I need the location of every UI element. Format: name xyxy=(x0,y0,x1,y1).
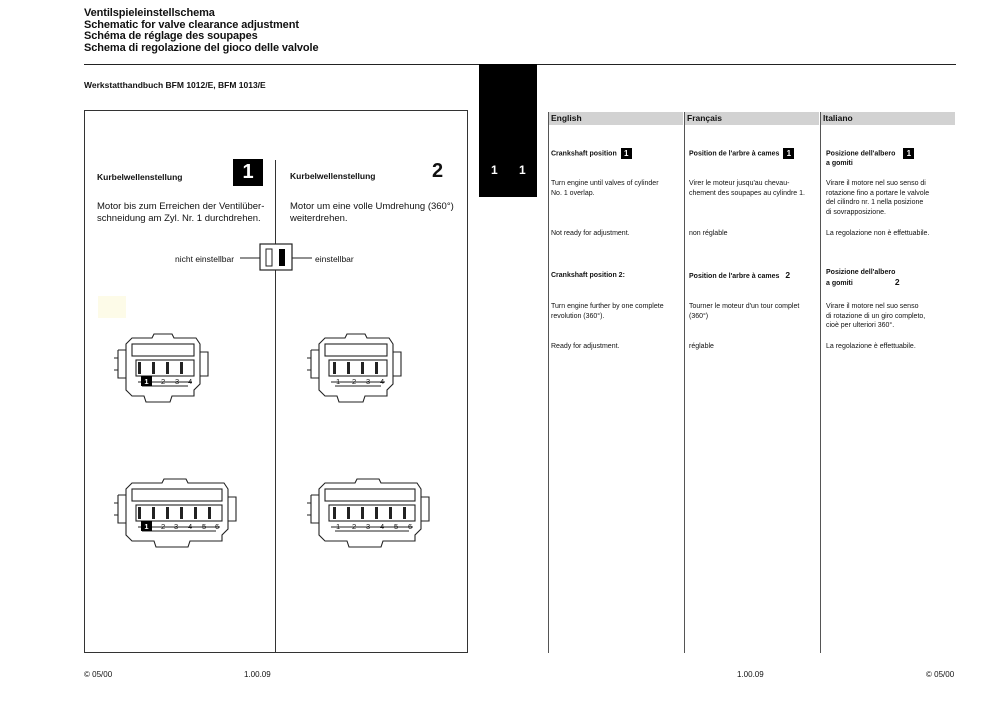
right-instructions xyxy=(290,201,454,225)
cyl-label: 2 xyxy=(161,377,166,386)
it-pos1-title xyxy=(826,148,914,169)
valve-legend-icon xyxy=(240,242,312,272)
en-pos1-status: Not ready for adjustment. xyxy=(551,230,630,237)
faint-mark xyxy=(98,296,126,318)
en-pos1-badge: 1 xyxy=(621,148,632,159)
footer-copyright-right: © 05/00 xyxy=(926,670,955,679)
cyl-label: 5 xyxy=(394,522,399,531)
it-pos1-line1: Virare il motore nel suo senso di xyxy=(826,180,926,187)
it-pos2-line3: cioè per ulteriori 360°. xyxy=(826,322,895,329)
en-pos1-line1: Turn engine until valves of cylinder xyxy=(551,180,659,187)
it-pos1-title-line2: a gomiti xyxy=(826,160,853,167)
en-pos1-title xyxy=(551,148,632,159)
fr-pos2-text xyxy=(689,302,799,321)
column-rule xyxy=(548,112,549,653)
left-instructions xyxy=(97,201,264,225)
fr-pos1-line2: chement des soupapes au cylindre 1. xyxy=(689,189,805,197)
engine-6cyl-position2 xyxy=(305,475,433,555)
left-text-line1: Motor bis zum Erreichen der Ventilüber- xyxy=(97,201,265,212)
left-heading: Kurbelwellenstellung xyxy=(97,172,183,182)
title-fr: Schéma de réglage des soupapes xyxy=(84,30,258,42)
column-head-italian: Italiano xyxy=(821,112,955,125)
cyl-label: 1 xyxy=(144,377,149,386)
en-pos1-line2: No. 1 overlap. xyxy=(551,189,595,197)
section-tab-left: 1 xyxy=(491,163,498,177)
it-pos1-line3: del cilindro nr. 1 nella posizione xyxy=(826,199,924,206)
cyl-label: 3 xyxy=(366,377,371,386)
cyl-label: 4 xyxy=(380,522,385,531)
it-pos2-num: 2 xyxy=(894,276,900,287)
fr-pos1-title-text: Position de l'arbre à cames xyxy=(689,150,780,158)
engine-4cyl-position2 xyxy=(305,330,405,410)
it-pos2-status: La regolazione è effettuabile. xyxy=(826,343,916,350)
cyl-label: 3 xyxy=(175,377,180,386)
it-pos2-text xyxy=(826,302,925,331)
column-head-english: English xyxy=(549,112,683,125)
it-pos2-line1: Virare il motore nel suo senso xyxy=(826,303,919,310)
en-pos2-line1: Turn engine further by one complete xyxy=(551,303,664,310)
it-pos2-title-line2: a gomiti xyxy=(826,279,853,287)
right-text-line1: Motor um eine volle Umdrehung (360°) xyxy=(290,201,454,212)
cyl-label: 1 xyxy=(336,522,341,531)
cyl-label: 3 xyxy=(174,522,179,531)
title-en: Schematic for valve clearance adjustment xyxy=(84,18,299,31)
position-2-number: 2 xyxy=(432,160,444,182)
engine-6cyl-position1 xyxy=(112,475,240,555)
right-text-line2: weiterdrehen. xyxy=(290,213,348,224)
it-pos1-line4: di sovrapposizione. xyxy=(826,208,886,216)
column-rule xyxy=(820,112,821,653)
fr-pos2-status: réglable xyxy=(689,343,714,350)
fr-pos2-line2: (360°) xyxy=(689,312,709,320)
fr-pos1-status: non réglable xyxy=(689,230,728,237)
it-pos1-line2: rotazione fino a portare le valvole xyxy=(826,189,930,197)
it-pos1-text xyxy=(826,179,929,217)
cyl-label: 3 xyxy=(366,522,371,531)
diagram-divider xyxy=(275,160,276,652)
footer-copyright-left: © 05/00 xyxy=(84,670,113,679)
fr-pos2-title xyxy=(689,271,790,282)
column-rule xyxy=(684,112,685,653)
legend-not-adjustable: nicht einstellbar xyxy=(175,254,235,264)
en-pos2-text xyxy=(551,302,664,321)
en-pos2-line2: revolution (360°). xyxy=(551,312,605,320)
fr-pos2-line1: Tourner le moteur d'un tour complet xyxy=(689,303,800,310)
fr-pos1-badge: 1 xyxy=(783,148,794,159)
footer-page-right: 1.00.09 xyxy=(737,670,764,679)
it-pos2-title xyxy=(826,268,900,288)
title-it: Schema di regolazione del gioco delle valvole xyxy=(84,41,319,54)
en-pos1-text xyxy=(551,179,659,198)
title-de: Ventilspieleinstellschema xyxy=(84,7,215,19)
manual-subtitle: Werkstatthandbuch BFM 1012/E, BFM 1013/E xyxy=(84,80,266,90)
cyl-label: 2 xyxy=(352,377,357,386)
it-pos2-line2: di rotazione di un giro completo, xyxy=(826,312,926,320)
footer-page-left: 1.00.09 xyxy=(244,670,271,679)
cyl-label: 6 xyxy=(408,522,413,531)
left-text-line2: schneidung am Zyl. Nr. 1 durchdrehen. xyxy=(97,213,261,224)
it-pos2-title-line1: Posizione dell'albero xyxy=(826,269,896,276)
cyl-label: 2 xyxy=(352,522,357,531)
cyl-label: 2 xyxy=(161,522,166,531)
it-pos1-badge: 1 xyxy=(903,148,914,159)
section-tab xyxy=(479,64,537,197)
engine-4cyl-position1 xyxy=(112,330,212,410)
fr-pos2-num: 2 xyxy=(785,270,791,280)
legend-adjustable: einstellbar xyxy=(315,254,354,264)
section-tab-right: 1 xyxy=(519,163,526,177)
cyl-label: 4 xyxy=(188,522,193,531)
en-pos2-status: Ready for adjustment. xyxy=(551,343,620,350)
position-1-badge: 1 xyxy=(233,159,263,186)
right-heading: Kurbelwellenstellung xyxy=(290,171,376,181)
fr-pos2-title-text: Position de l'arbre à cames xyxy=(689,273,780,280)
it-pos1-title-line1: Posizione dell'albero xyxy=(826,150,896,158)
cyl-label: 4 xyxy=(188,377,193,386)
cyl-label: 1 xyxy=(336,377,341,386)
cyl-label: 6 xyxy=(215,522,220,531)
it-pos1-status: La regolazione non è effettuabile. xyxy=(826,230,930,237)
fr-pos1-line1: Virer le moteur jusqu'au chevau- xyxy=(689,180,790,187)
cyl-label: 5 xyxy=(202,522,207,531)
fr-pos1-text xyxy=(689,179,805,198)
column-head-french: Français xyxy=(685,112,819,125)
cyl-label: 1 xyxy=(144,522,149,531)
fr-pos1-title xyxy=(689,148,794,159)
cyl-label: 4 xyxy=(380,377,385,386)
header-titles xyxy=(84,8,319,54)
en-pos1-title-text: Crankshaft position xyxy=(551,150,617,158)
en-pos2-title: Crankshaft position 2: xyxy=(551,272,625,279)
